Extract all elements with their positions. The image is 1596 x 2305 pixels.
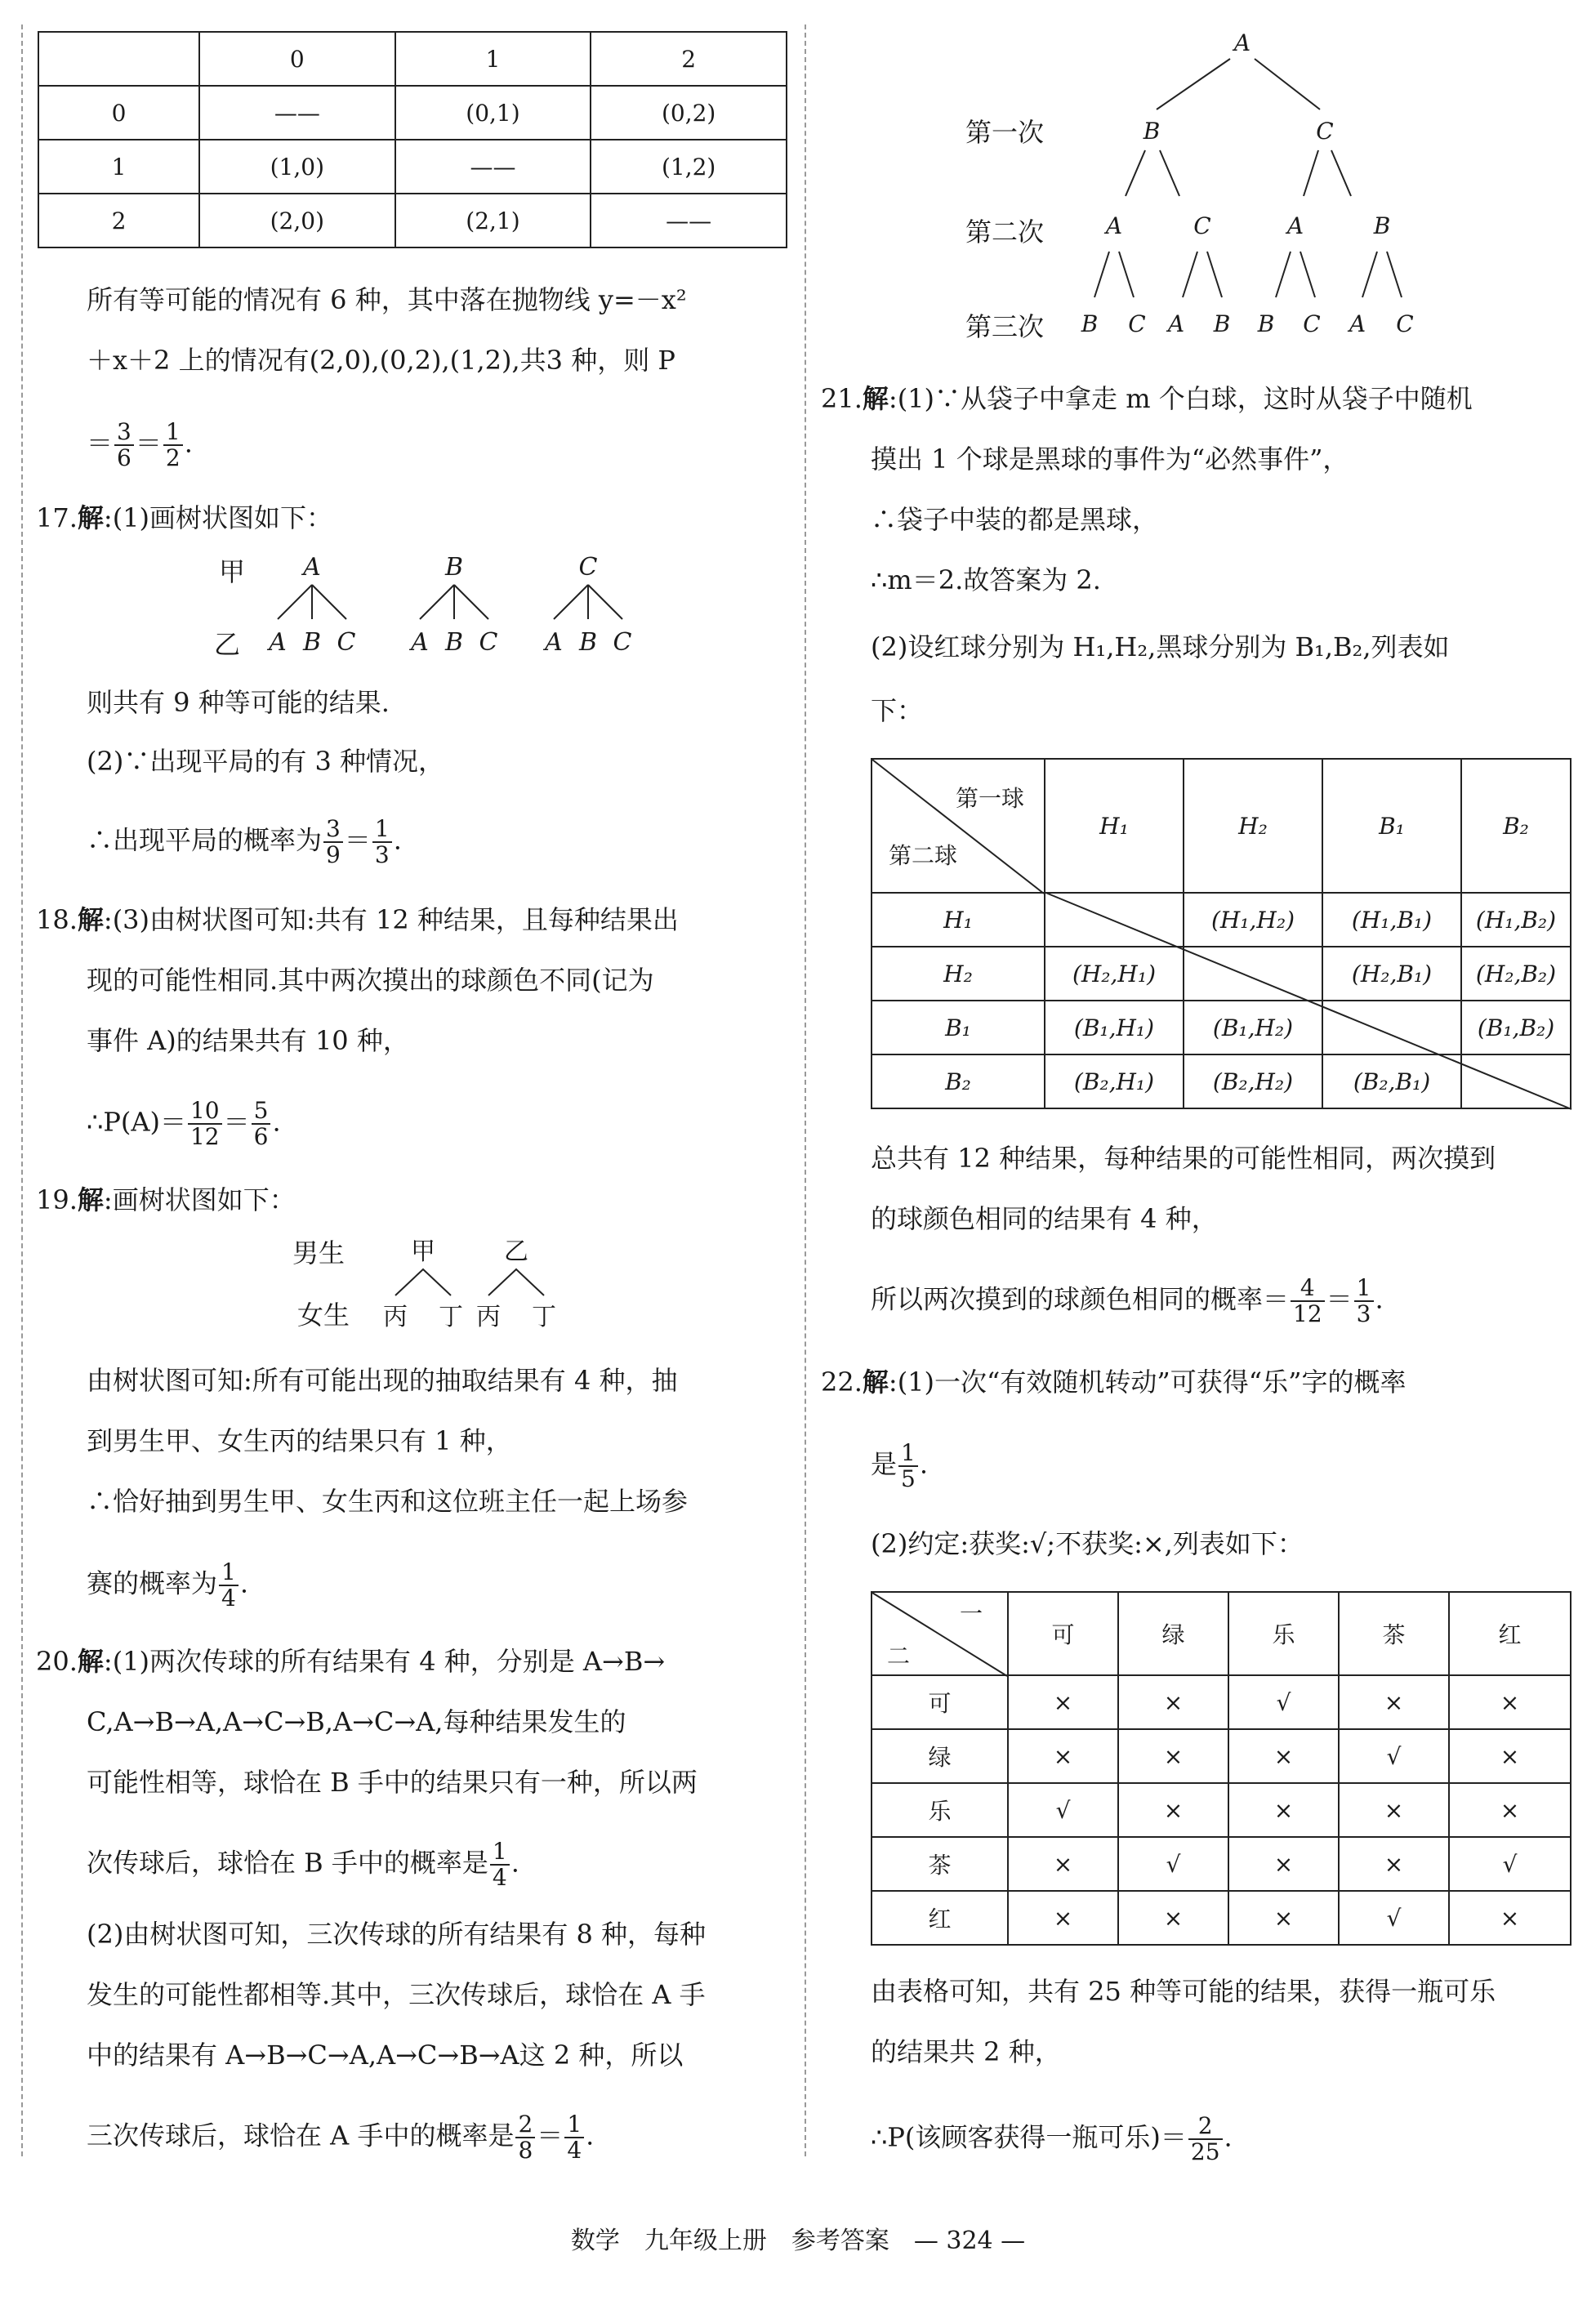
q19-line — [87, 1560, 248, 1611]
page-footer: 数学 九年级上册 参考答案 — 324 — — [570, 2227, 1026, 2255]
table-cell: 2 — [38, 194, 199, 247]
period: . — [510, 1847, 519, 1879]
table-header: 绿 — [1118, 1592, 1228, 1675]
period: . — [1375, 1283, 1384, 1315]
q20-line — [87, 1839, 519, 1890]
table-cell: (B₁,H₁) — [1045, 1001, 1184, 1054]
table-header: B₂ — [1461, 759, 1571, 893]
fraction: $\frac{2}{8}$ — [515, 2112, 535, 2163]
q16-line — [87, 420, 193, 470]
q19-line: 到男生甲、女生丙的结果只有 1 种， — [87, 1425, 512, 1456]
q22-line — [871, 1441, 928, 1491]
tree-node: C — [578, 553, 598, 582]
table-cell: √ — [1339, 1729, 1449, 1783]
q19-heading — [36, 1182, 296, 1218]
table-cell: × — [1339, 1675, 1449, 1729]
fraction: $\frac{5}{6}$ — [252, 1099, 271, 1149]
tree-level-label: 第三次 — [965, 311, 1045, 342]
q18-line: 现的可能性相同.其中两次摸出的球颜色不同(记为 — [87, 965, 654, 996]
table-cell: (2,1) — [395, 194, 591, 247]
table-cell: (H₂,B₂) — [1461, 947, 1571, 1001]
tree-leaf: C — [479, 628, 498, 657]
column-divider — [805, 25, 806, 2156]
diagonal-header-cell — [872, 1592, 1008, 1675]
period: . — [393, 824, 402, 856]
solution-label: 解 — [77, 502, 104, 533]
corner-top-label: 一 — [959, 1600, 983, 1627]
q21-heading — [821, 381, 1473, 417]
tree-row-label: 乙 — [214, 629, 241, 660]
tree-leaf: B — [1213, 310, 1231, 337]
q21-line: 摸出 1 个球是黑球的事件为“必然事件”， — [871, 444, 1349, 475]
tree-leaf: C — [1303, 310, 1321, 337]
table-cell: √ — [1339, 1891, 1449, 1945]
table-cell: (B₁,H₂) — [1184, 1001, 1322, 1054]
tree-leaf: C — [337, 628, 356, 657]
q20-heading — [36, 1643, 665, 1679]
table-cell: —— — [199, 86, 395, 140]
equals: ＝ — [537, 2120, 564, 2151]
table-diagonal-line — [1044, 892, 1571, 1109]
table-cell: B₁ — [872, 1001, 1045, 1054]
table-cell: (H₁,H₂) — [1184, 893, 1322, 947]
equals: ＝ — [87, 427, 114, 459]
tree-branches — [1094, 59, 1402, 297]
question-number: 21. — [821, 383, 863, 414]
q22-line: (2)约定:获奖:√;不获奖:×,列表如下： — [871, 1528, 1304, 1559]
table-cell: (H₂,H₁) — [1045, 947, 1184, 1001]
q17-line: 则共有 9 种等可能的结果. — [87, 687, 390, 718]
tree-leaf: B — [444, 628, 464, 657]
solution-label: 解 — [77, 1184, 104, 1215]
q20-tree-diagram — [1062, 25, 1454, 343]
text: 赛的概率为 — [87, 1567, 218, 1599]
q22-line: :(1)一次“有效随机转动”可获得“乐”字的概率 — [888, 1367, 1407, 1398]
solution-label: 解 — [862, 383, 889, 414]
table-cell: × — [1228, 1729, 1339, 1783]
q20-line: :(1)两次传球的所有结果有 4 种，分别是 A→B→ — [103, 1646, 666, 1677]
text: ∴P(A)＝ — [87, 1106, 186, 1138]
q19-tree-diagram — [376, 1232, 572, 1338]
table-cell: × — [1449, 1675, 1571, 1729]
equals: ＝ — [1326, 1283, 1353, 1315]
tree-row-label: 男生 — [292, 1237, 346, 1268]
q21-line: ∴袋子中装的都是黑球， — [871, 504, 1159, 535]
q22-line: 由表格可知，共有 25 种等可能的结果，获得一瓶可乐 — [871, 1976, 1496, 2007]
q21-line: 的球颜色相同的结果有 4 种， — [871, 1203, 1218, 1234]
table-cell: × — [1339, 1837, 1449, 1891]
table-cell: × — [1008, 1729, 1118, 1783]
tree-node: B — [444, 553, 464, 582]
q17-line: :(1)画树状图如下： — [103, 502, 333, 533]
tree-node: A — [303, 553, 321, 582]
period: . — [184, 427, 193, 459]
q18-line — [87, 1099, 281, 1149]
q19-line: :画树状图如下： — [103, 1184, 296, 1215]
table-cell: (H₁,B₁) — [1322, 893, 1461, 947]
tree-leaf: C — [613, 628, 632, 657]
tree-row-label: 甲 — [219, 556, 246, 587]
table-cell: × — [1008, 1675, 1118, 1729]
table-header: 乐 — [1228, 1592, 1339, 1675]
q20-line: 发生的可能性都相等.其中，三次传球后，球恰在 A 手 — [87, 1979, 706, 2010]
table-cell: 可 — [872, 1675, 1008, 1729]
tree-leaf: B — [578, 628, 598, 657]
period: . — [586, 2120, 595, 2151]
tree-node: B — [1373, 212, 1391, 239]
tree-node: 乙 — [504, 1237, 528, 1266]
tree-branches — [395, 1269, 544, 1295]
table-cell: 1 — [38, 140, 199, 194]
period: . — [272, 1106, 281, 1138]
table-cell: × — [1339, 1783, 1449, 1837]
period: . — [919, 1448, 929, 1480]
text: ∴P(该顾客获得一瓶可乐)＝ — [871, 2121, 1187, 2153]
table-cell: × — [1118, 1675, 1228, 1729]
question-number: 22. — [821, 1367, 863, 1398]
tree-level-label: 第一次 — [965, 117, 1045, 148]
q18-heading — [36, 902, 679, 938]
table-cell: (0,1) — [395, 86, 591, 140]
q21-line: :(1)∵从袋子中拿走 m 个白球，这时从袋子中随机 — [888, 383, 1473, 414]
table-cell: × — [1008, 1837, 1118, 1891]
q17-tree-diagram — [261, 547, 653, 670]
tree-level-label: 第二次 — [965, 216, 1045, 247]
tree-leaf: A — [545, 628, 563, 657]
q21-line: 总共有 12 种结果，每种结果的可能性相同，两次摸到 — [871, 1143, 1496, 1174]
table-cell: × — [1449, 1891, 1571, 1945]
table-cell: H₁ — [872, 893, 1045, 947]
table-header: 茶 — [1339, 1592, 1449, 1675]
table-cell: 绿 — [872, 1729, 1008, 1783]
table-cell: 0 — [199, 32, 395, 86]
period: . — [1224, 2121, 1233, 2153]
text: 所以两次摸到的球颜色相同的概率＝ — [871, 1283, 1290, 1315]
q20-line: C,A→B→A,A→C→B,A→C→A,每种结果发生的 — [87, 1706, 626, 1737]
table-cell: (1,2) — [591, 140, 787, 194]
q20-line: (2)由树状图可知，三次传球的所有结果有 8 种，每种 — [87, 1919, 707, 1950]
tree-node: B — [1143, 118, 1161, 145]
table-cell: (0,2) — [591, 86, 787, 140]
q21-line: (2)设红球分别为 H₁,H₂,黑球分别为 B₁,B₂,列表如 — [871, 631, 1450, 662]
q20-line — [87, 2112, 594, 2163]
table-cell: √ — [1228, 1675, 1339, 1729]
tree-leaf: 丙 — [476, 1303, 501, 1331]
table-q16 — [38, 31, 787, 248]
tree-branches — [278, 585, 622, 619]
fraction: $\frac{1}{5}$ — [898, 1441, 918, 1491]
tree-leaf: A — [411, 628, 429, 657]
tree-node: A — [1286, 212, 1304, 239]
table-cell — [38, 32, 199, 86]
table-cell: × — [1118, 1729, 1228, 1783]
table-cell: √ — [1118, 1837, 1228, 1891]
q20-line: 中的结果有 A→B→C→A,A→C→B→A这 2 种，所以 — [87, 2040, 684, 2071]
q17-line: (2)∵出现平局的有 3 种情况， — [87, 746, 445, 777]
tree-row-label: 女生 — [297, 1300, 350, 1331]
table-cell: (B₂,H₂) — [1184, 1054, 1322, 1108]
fraction: $\frac{1}{3}$ — [1354, 1276, 1374, 1326]
table-cell: (1,0) — [199, 140, 395, 194]
tree-leaf: B — [1257, 310, 1275, 337]
equals: ＝ — [135, 427, 162, 459]
table-cell: —— — [591, 194, 787, 247]
table-q22 — [871, 1591, 1571, 1946]
question-number: 19. — [36, 1184, 78, 1215]
table-cell: × — [1118, 1783, 1228, 1837]
table-cell: (H₁,B₂) — [1461, 893, 1571, 947]
table-cell: H₂ — [872, 947, 1045, 1001]
table-cell: 1 — [395, 32, 591, 86]
solution-label: 解 — [862, 1367, 889, 1398]
q21-line — [871, 1276, 1384, 1326]
corner-top-label: 第一球 — [955, 785, 1024, 812]
q17-line — [87, 817, 402, 867]
q18-line: 事件 A)的结果共有 10 种， — [87, 1025, 409, 1056]
fraction: $\frac{1}{3}$ — [372, 817, 392, 867]
q16-line: ＋x＋2 上的情况有(2,0),(0,2),(1,2),共3 种，则 P — [87, 345, 675, 376]
q20-line: 可能性相等，球恰在 B 手中的结果只有一种，所以两 — [87, 1767, 698, 1798]
tree-leaf: 丙 — [383, 1303, 408, 1331]
tree-leaf: 丁 — [532, 1303, 556, 1331]
equals: ＝ — [344, 824, 371, 856]
q19-line: 由树状图可知:所有可能出现的抽取结果有 4 种，抽 — [87, 1365, 678, 1396]
table-cell: 红 — [872, 1891, 1008, 1945]
table-header: H₁ — [1045, 759, 1184, 893]
left-margin-rule — [21, 25, 23, 2156]
table-cell: (B₂,H₁) — [1045, 1054, 1184, 1108]
corner-bottom-label: 第二球 — [889, 842, 958, 869]
tree-leaf: C — [1128, 310, 1146, 337]
fraction: $\frac{3}{9}$ — [323, 817, 343, 867]
fraction: $\frac{1}{4}$ — [564, 2112, 584, 2163]
table-header: 可 — [1008, 1592, 1118, 1675]
table-cell: × — [1008, 1891, 1118, 1945]
q21-line: ∴m＝2.故答案为 2. — [871, 564, 1101, 595]
table-header: 红 — [1449, 1592, 1571, 1675]
question-number: 18. — [36, 904, 78, 935]
q19-line: ∴恰好抽到男生甲、女生丙和这位班主任一起上场参 — [87, 1486, 689, 1517]
table-cell: 茶 — [872, 1837, 1008, 1891]
table-cell: × — [1228, 1783, 1339, 1837]
tree-node: A — [1105, 212, 1123, 239]
table-cell: 2 — [591, 32, 787, 86]
text: ∴出现平局的概率为 — [87, 824, 323, 856]
table-cell: × — [1118, 1891, 1228, 1945]
question-number: 20. — [36, 1646, 78, 1677]
equals: ＝ — [223, 1106, 250, 1138]
fraction: $\frac{10}{12}$ — [188, 1099, 222, 1149]
fraction: $\frac{4}{12}$ — [1291, 1276, 1325, 1326]
tree-leaf: C — [1396, 310, 1414, 337]
fraction: $\frac{1}{2}$ — [163, 420, 183, 470]
tree-node: 甲 — [411, 1237, 435, 1266]
fraction: $\frac{1}{4}$ — [490, 1839, 510, 1890]
tree-leaf: A — [1349, 310, 1366, 337]
q16-line: 所有等可能的情况有 6 种，其中落在抛物线 y=－x² — [87, 284, 687, 315]
table-cell: × — [1228, 1891, 1339, 1945]
diagonal-header-cell — [872, 759, 1045, 893]
table-cell: (B₁,B₂) — [1461, 1001, 1571, 1054]
q17-heading — [36, 500, 332, 536]
text: 三次传球后，球恰在 A 手中的概率是 — [87, 2120, 515, 2151]
table-header: H₂ — [1184, 759, 1322, 893]
table-cell: 乐 — [872, 1783, 1008, 1837]
table-cell: (H₂,B₁) — [1322, 947, 1461, 1001]
text: 是 — [871, 1448, 898, 1480]
q22-line — [871, 2114, 1233, 2165]
table-header: B₁ — [1322, 759, 1461, 893]
tree-node: C — [1193, 212, 1211, 239]
table-cell: —— — [395, 140, 591, 194]
table-cell: × — [1449, 1783, 1571, 1837]
text: 次传球后，球恰在 B 手中的概率是 — [87, 1847, 488, 1879]
tree-leaf: B — [302, 628, 322, 657]
q21-line: 下： — [871, 695, 924, 726]
fraction: $\frac{2}{25}$ — [1188, 2114, 1223, 2165]
question-number: 17. — [36, 502, 78, 533]
period: . — [239, 1567, 249, 1599]
table-cell: × — [1449, 1729, 1571, 1783]
table-cell: 0 — [38, 86, 199, 140]
table-cell: √ — [1449, 1837, 1571, 1891]
tree-leaf: B — [1081, 310, 1099, 337]
table-cell: (B₂,B₁) — [1322, 1054, 1461, 1108]
fraction: $\frac{1}{4}$ — [219, 1560, 239, 1611]
table-cell: B₂ — [872, 1054, 1045, 1108]
q22-line: 的结果共 2 种， — [871, 2036, 1061, 2067]
q22-heading — [821, 1364, 1406, 1400]
table-cell: √ — [1008, 1783, 1118, 1837]
corner-bottom-label: 二 — [887, 1643, 911, 1670]
table-cell: (2,0) — [199, 194, 395, 247]
solution-label: 解 — [77, 904, 104, 935]
tree-node: C — [1316, 118, 1334, 145]
tree-leaf: A — [269, 628, 287, 657]
tree-leaf: 丁 — [439, 1303, 463, 1331]
q18-line: :(3)由树状图可知:共有 12 种结果，且每种结果出 — [103, 904, 679, 935]
table-cell: × — [1228, 1837, 1339, 1891]
fraction: $\frac{3}{6}$ — [114, 420, 134, 470]
tree-leaf: A — [1167, 310, 1185, 337]
solution-label: 解 — [77, 1646, 104, 1677]
tree-root: A — [1233, 29, 1251, 56]
